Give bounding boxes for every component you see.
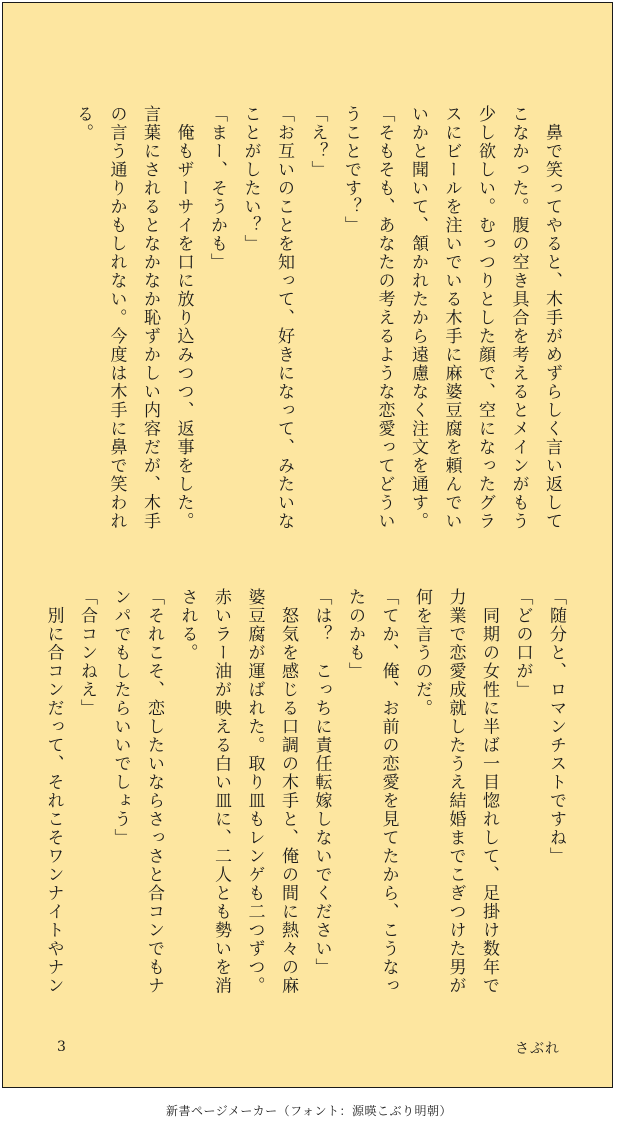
paragraph: 「お互いのことを知って、好きになって、みたいなことがしたい？」 <box>240 105 294 531</box>
paragraph: 「随分と、ロマンチストですね」 <box>546 588 566 866</box>
paragraph: 怒気を感じる口調の木手と、俺の間に熱々の麻婆豆腐が運ばれた。取り皿もレンゲも二つずつ。赤いラー油が映える白い皿に、二人とも勢いを消される。 <box>177 588 298 995</box>
book-page <box>2 2 613 1088</box>
paragraph: 鼻で笑ってやると、木手がめずらしく言い返してこなかった。腹の空き具合を考えるとメインがもう少し欲しい。むっつりとした顔で、空になったグラスにビールを注いでいる木手に麻婆豆腐を頼んでいいかと聞いて、頷かれたから遠慮なく注文を通す。 <box>408 105 562 531</box>
paragraph: 別に合コンだって、それこそワンナイトやナン <box>43 588 64 995</box>
paragraph: 「まー、そうかも」 <box>207 105 227 272</box>
lower-text-block <box>43 588 572 1013</box>
upper-text-block <box>48 105 568 535</box>
page-number: 3 <box>57 1039 66 1055</box>
author-name: さぶれ <box>515 1041 560 1057</box>
paragraph: 「そもそも、あなたの考えるような恋愛ってどういうことです？」 <box>341 105 395 531</box>
paragraph: 俺もザーサイを口に放り込みつつ、返事をした。言葉にされるとなかなか恥ずかしい内容だが、木手の言う通りかもしれない。今度は木手に鼻で笑われる。 <box>73 105 194 531</box>
paragraph: 「どの口が」 <box>512 588 533 699</box>
paragraph: 「合コンねえ」 <box>77 588 97 718</box>
paragraph: 「てか、俺、お前の恋愛を見てたから、こうなったのかも」 <box>345 588 399 995</box>
footer-caption: 新書ページメーカー（フォント：源暎こぶり明朝） <box>165 1104 453 1118</box>
paragraph: 「は？ こっちに責任転嫁しないでください」 <box>311 588 332 977</box>
paragraph: 「え？」 <box>307 105 328 179</box>
paragraph: 同期の女性に半ば一目惚れして、足掛け数年で力業で恋愛成就したうえ結婚までこぎつけた男が何を言うのだ。 <box>412 588 499 995</box>
paragraph: 「それこそ、恋したいならさっさと合コンでもナンパでもしたらいいでしょう」 <box>110 588 164 995</box>
